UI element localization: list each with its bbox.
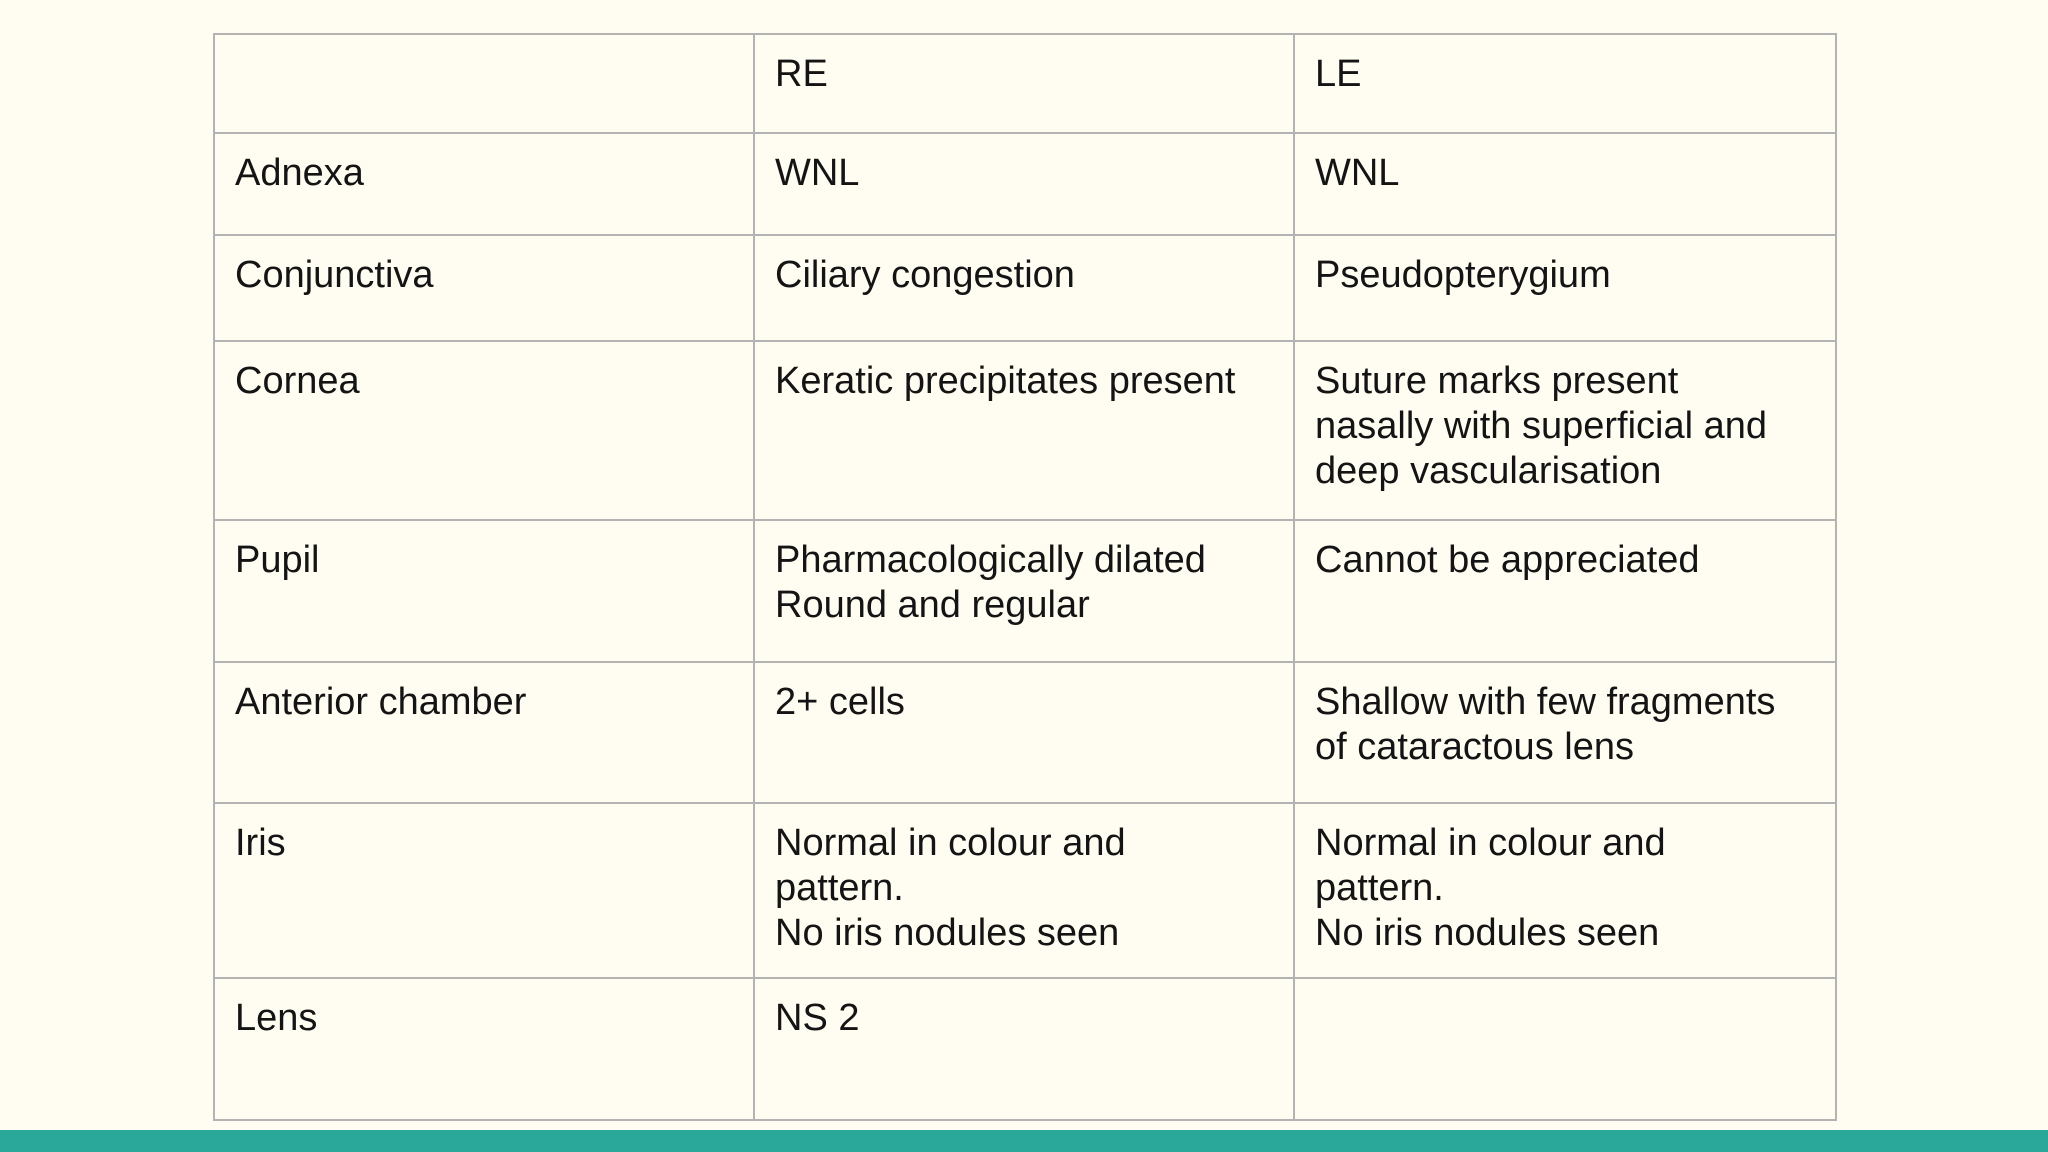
row-label: Adnexa	[214, 133, 754, 235]
table-row-iris	[214, 803, 1836, 978]
re-cell: Ciliary congestion	[754, 235, 1294, 341]
le-cell: Suture marks present nasally with superficial and deep vascularisation	[1294, 341, 1836, 520]
le-cell: Normal in colour and pattern. No iris nodules seen	[1294, 803, 1836, 978]
header-cell-re: RE	[754, 34, 1294, 133]
table-row-adnexa	[214, 133, 1836, 235]
table-row-conjunctiva	[214, 235, 1836, 341]
table-row-pupil	[214, 520, 1836, 662]
re-cell: Normal in colour and pattern. No iris nodules seen	[754, 803, 1294, 978]
table-row-anterior-chamber	[214, 662, 1836, 803]
re-cell: WNL	[754, 133, 1294, 235]
table-row-lens	[214, 978, 1836, 1120]
row-label: Pupil	[214, 520, 754, 662]
row-label: Conjunctiva	[214, 235, 754, 341]
le-cell	[1294, 978, 1836, 1120]
row-label: Lens	[214, 978, 754, 1120]
le-cell: Cannot be appreciated	[1294, 520, 1836, 662]
table-row-cornea	[214, 341, 1836, 520]
row-label: Anterior chamber	[214, 662, 754, 803]
le-cell: Shallow with few fragments of cataractous lens	[1294, 662, 1836, 803]
table-header-row	[214, 34, 1836, 133]
eye-examination-table	[213, 33, 1837, 1121]
le-cell: WNL	[1294, 133, 1836, 235]
footer-accent-bar	[0, 1130, 2048, 1152]
re-cell: Pharmacologically dilated Round and regular	[754, 520, 1294, 662]
row-label: Iris	[214, 803, 754, 978]
re-cell: Keratic precipitates present	[754, 341, 1294, 520]
row-label: Cornea	[214, 341, 754, 520]
header-cell-le: LE	[1294, 34, 1836, 133]
re-cell: 2+ cells	[754, 662, 1294, 803]
re-cell: NS 2	[754, 978, 1294, 1120]
header-cell-blank	[214, 34, 754, 133]
le-cell: Pseudopterygium	[1294, 235, 1836, 341]
